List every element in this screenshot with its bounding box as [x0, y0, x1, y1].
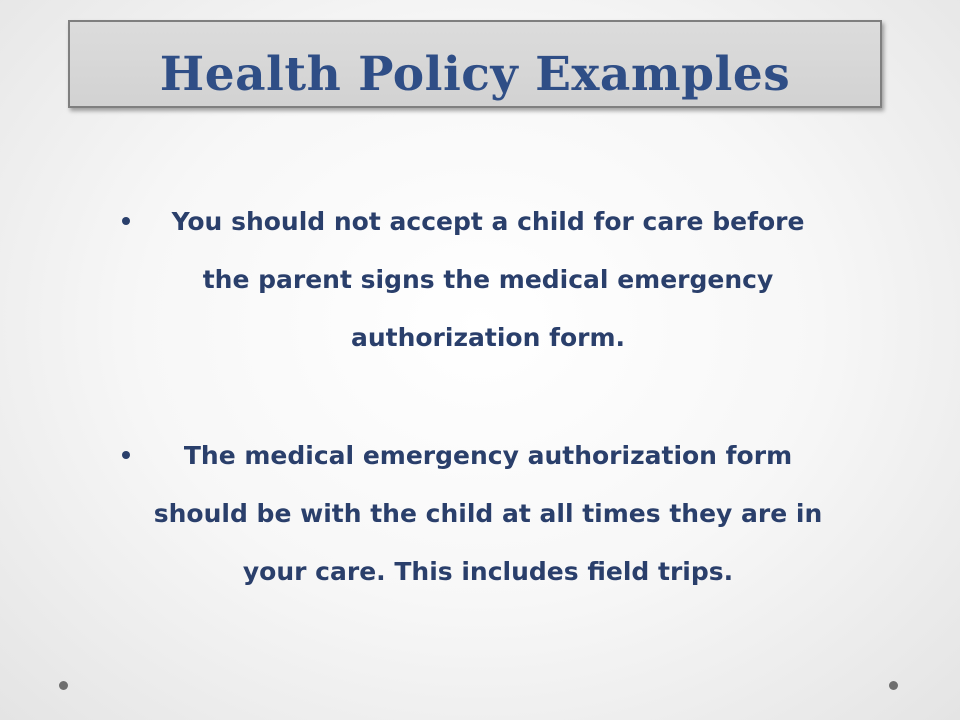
slide-title: Health Policy Examples	[159, 46, 791, 102]
bullet-line: the parent signs the medical emergency	[202, 265, 774, 294]
bullet-dot-icon	[122, 451, 130, 459]
bullet-line: your care. This includes field trips.	[242, 557, 734, 586]
bullet-line: The medical emergency authorization form	[183, 441, 793, 470]
title-box	[68, 20, 882, 108]
decorative-dot-icon	[889, 681, 898, 690]
bullet-list	[108, 193, 868, 601]
bullet-item	[108, 193, 868, 367]
bullet-line: authorization form.	[350, 323, 626, 352]
bullet-item	[108, 427, 868, 601]
bullet-dot-icon	[122, 217, 130, 225]
decorative-dot-icon	[59, 681, 68, 690]
bullet-line: should be with the child at all times they are in	[153, 499, 823, 528]
bullet-line: You should not accept a child for care before	[171, 207, 805, 236]
